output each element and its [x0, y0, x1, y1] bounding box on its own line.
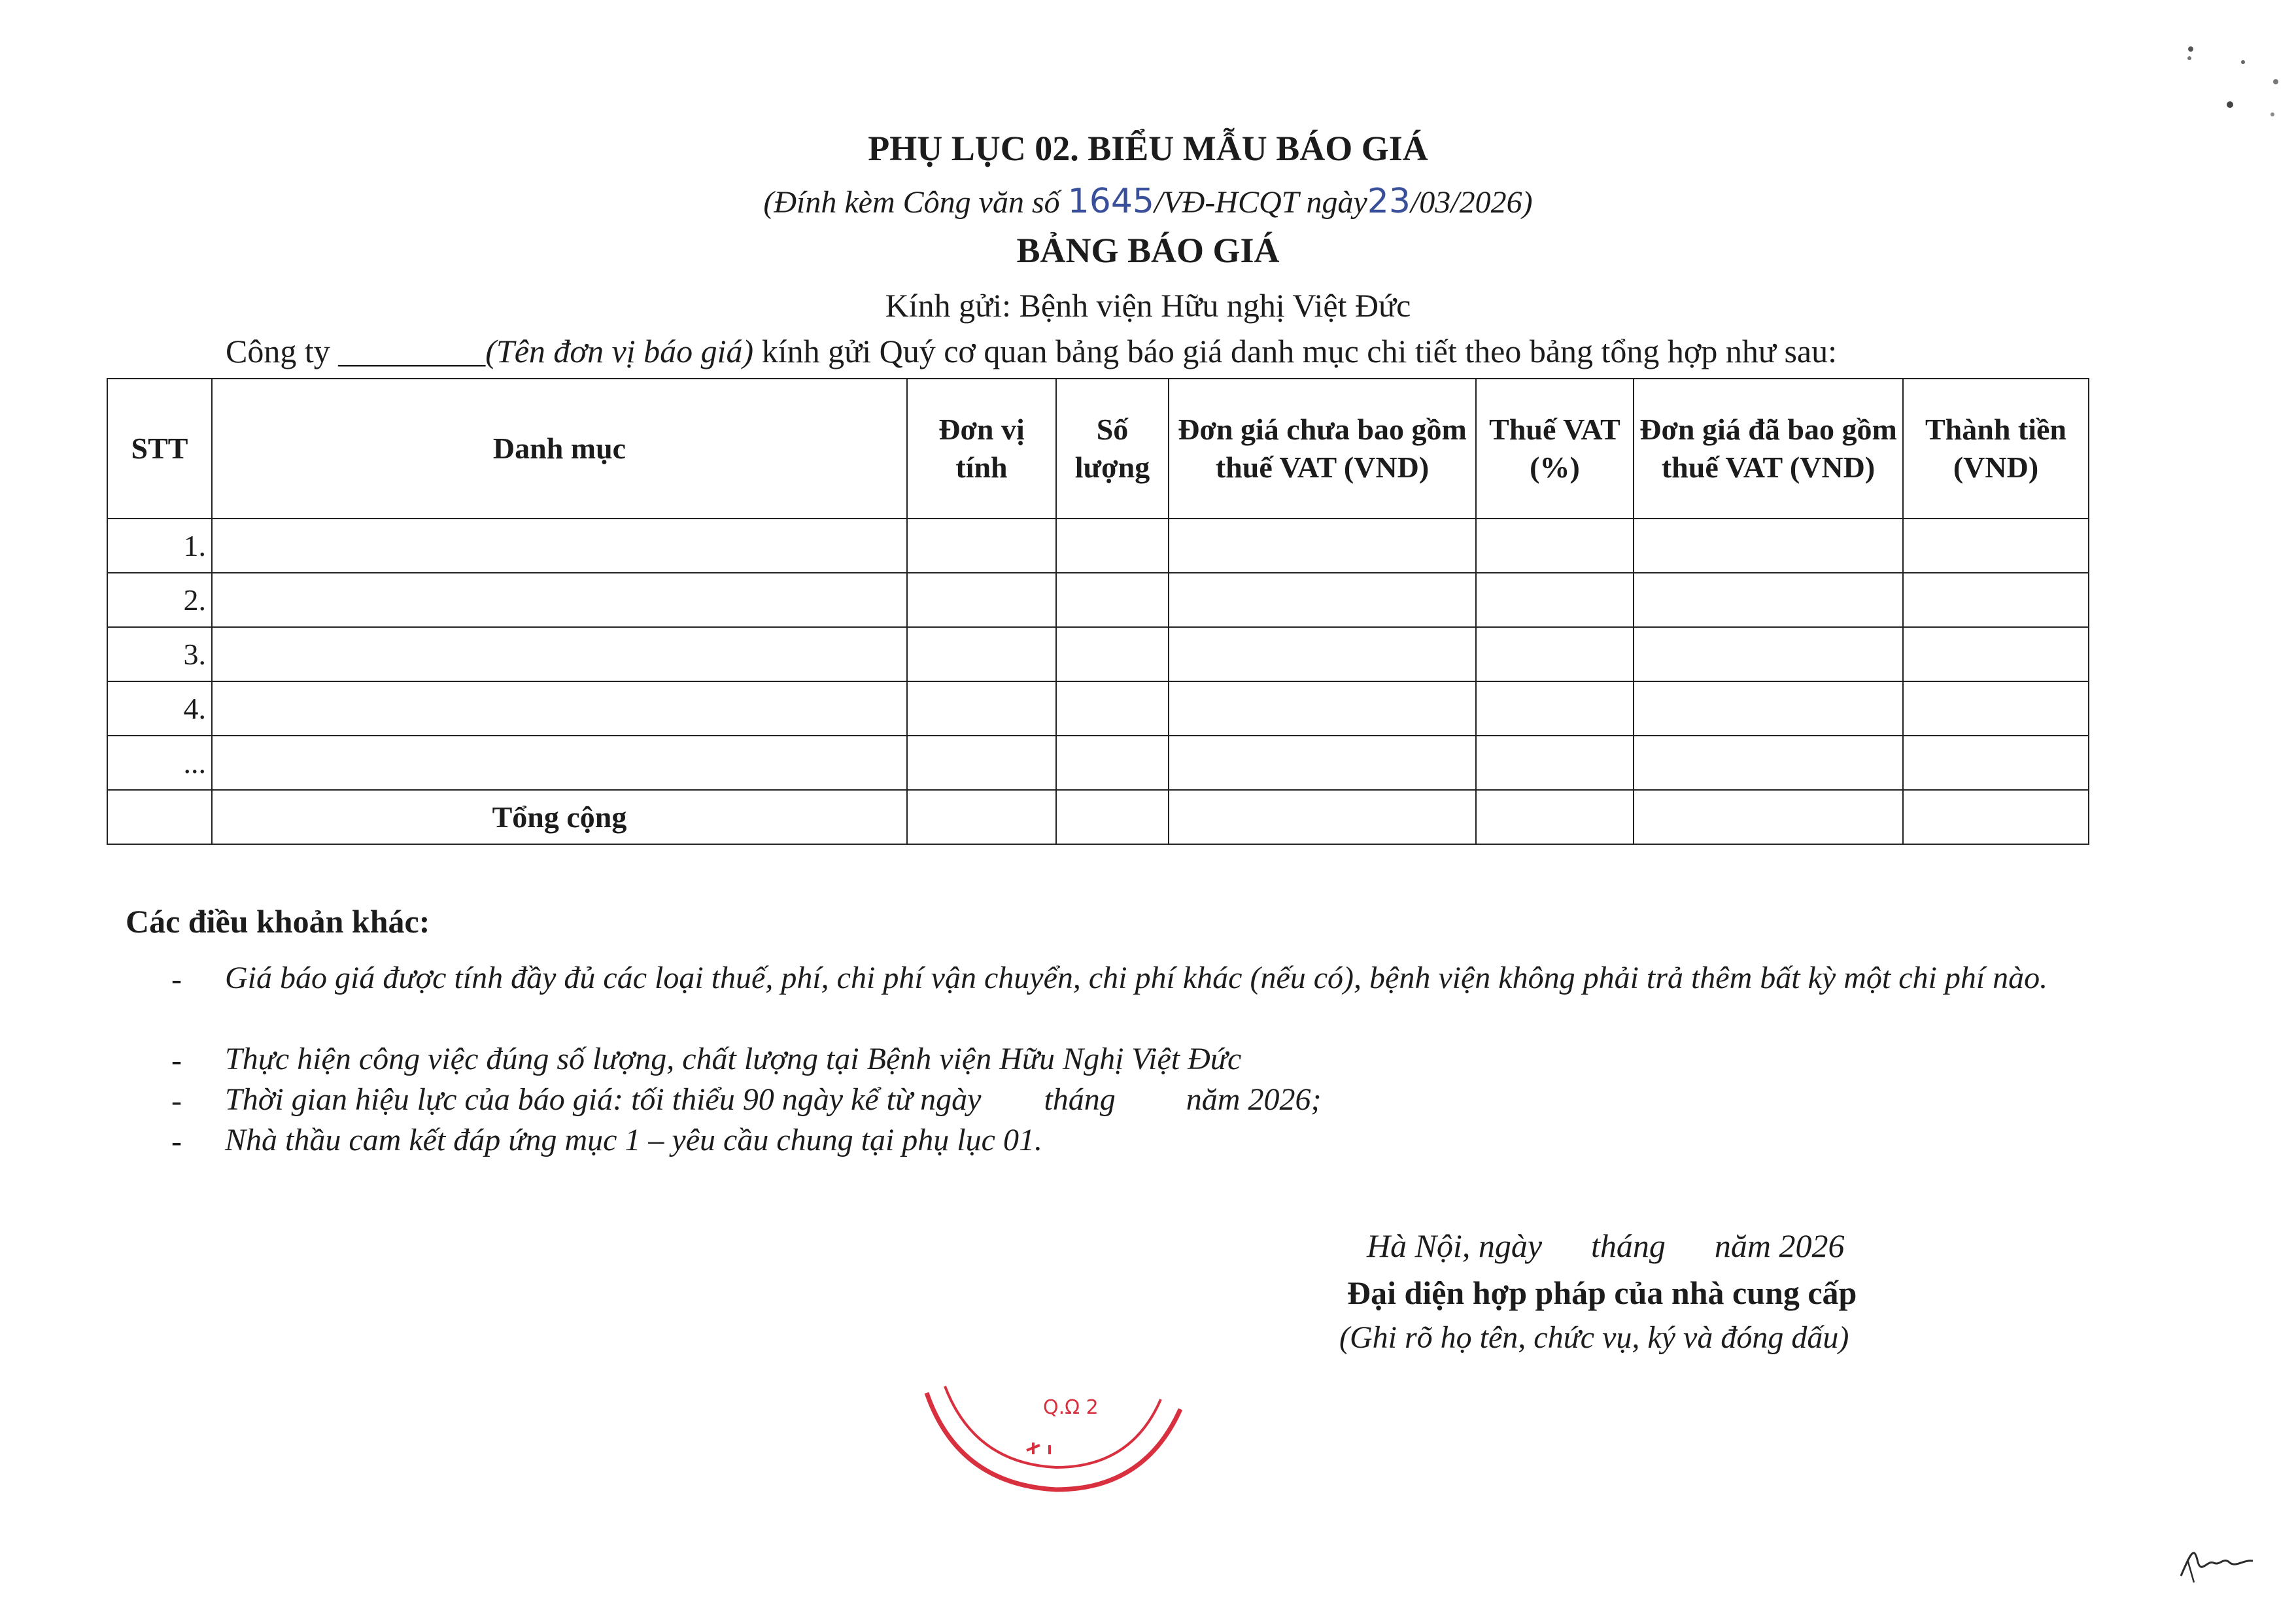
intro-suffix: kính gửi Quý cơ quan bảng báo giá danh mục chi tiết theo bảng tổng hợp như sau: — [753, 333, 1837, 369]
terms-title: Các điều khoản khác: — [126, 903, 430, 940]
cell-unit[interactable] — [907, 681, 1056, 736]
cell-quantity[interactable] — [1056, 573, 1169, 627]
term-bullet: - — [171, 1084, 182, 1118]
cell-price-excl-vat[interactable] — [1169, 519, 1476, 573]
cell-price-incl-vat[interactable] — [1634, 519, 1903, 573]
handwritten-initials-icon — [2178, 1540, 2256, 1586]
cell-item[interactable] — [212, 681, 907, 736]
intro-prefix: Công ty _________ — [226, 333, 486, 369]
cell-amount[interactable] — [1903, 573, 2089, 627]
term-text: Thực hiện công việc đúng số lượng, chất lượng tại Bệnh viện Hữu Nghị Việt Đức — [225, 1042, 1242, 1076]
cell-vat[interactable] — [1476, 573, 1634, 627]
column-header-price-incl-vat: Đơn giá đã bao gồm thuế VAT (VND) — [1634, 379, 1903, 519]
cell-price-excl-vat[interactable] — [1169, 736, 1476, 790]
handwritten-day: 23 — [1367, 182, 1411, 221]
cell-amount[interactable] — [1903, 736, 2089, 790]
term-bullet: - — [171, 1124, 182, 1159]
column-header-unit: Đơn vị tính — [907, 379, 1056, 519]
cell-price-excl-vat[interactable] — [1169, 790, 1476, 844]
table-row — [107, 681, 2089, 736]
stamp-text: Q.Ω 2 — [1043, 1396, 1099, 1419]
cell-unit[interactable] — [907, 627, 1056, 681]
cell-unit[interactable] — [907, 790, 1056, 844]
attachment-prefix: (Đính kèm Công văn số — [763, 185, 1068, 220]
quotation-table — [107, 378, 2089, 845]
red-stamp-icon — [919, 1373, 1193, 1504]
row-number: ... — [107, 736, 212, 790]
column-header-stt: STT — [107, 379, 212, 519]
column-header-amount: Thành tiền (VND) — [1903, 379, 2089, 519]
signature-role: Đại diện hợp pháp của nhà cung cấp — [1347, 1274, 1857, 1311]
attachment-reference — [0, 182, 2296, 221]
cell-quantity[interactable] — [1056, 627, 1169, 681]
column-header-quantity: Số lượng — [1056, 379, 1169, 519]
row-number: 4. — [107, 681, 212, 736]
cell-quantity[interactable] — [1056, 790, 1169, 844]
column-header-item: Danh mục — [212, 379, 907, 519]
handwritten-doc-number: 1645 — [1067, 182, 1154, 221]
cell-price-incl-vat[interactable] — [1634, 736, 1903, 790]
scan-artifact-icon — [2171, 36, 2289, 134]
intro-company-placeholder: (Tên đơn vị báo giá) — [485, 333, 754, 369]
total-stt-cell — [107, 790, 212, 844]
cell-vat[interactable] — [1476, 519, 1634, 573]
attachment-middle: /VĐ-HCQT ngày — [1154, 185, 1367, 220]
cell-vat[interactable] — [1476, 790, 1634, 844]
cell-item[interactable] — [212, 736, 907, 790]
cell-total-amount[interactable] — [1903, 790, 2089, 844]
cell-item[interactable] — [212, 519, 907, 573]
cell-item[interactable] — [212, 573, 907, 627]
greeting-line: Kính gửi: Bệnh viện Hữu nghị Việt Đức — [885, 287, 1411, 324]
term-text: Nhà thầu cam kết đáp ứng mục 1 – yêu cầu chung tại phụ lục 01. — [225, 1123, 1042, 1157]
signature-instruction: (Ghi rõ họ tên, chức vụ, ký và đóng dấu) — [1339, 1320, 1849, 1355]
row-number: 2. — [107, 573, 212, 627]
term-bullet: - — [171, 962, 182, 997]
cell-vat[interactable] — [1476, 681, 1634, 736]
table-row — [107, 627, 2089, 681]
total-label: Tổng cộng — [212, 790, 907, 844]
term-text: Thời gian hiệu lực của báo giá: tối thiểu 90 ngày kể từ ngày tháng năm 2026; — [225, 1082, 1322, 1117]
cell-unit[interactable] — [907, 519, 1056, 573]
table-row — [107, 736, 2089, 790]
table-row — [107, 573, 2089, 627]
cell-amount[interactable] — [1903, 627, 2089, 681]
row-number: 3. — [107, 627, 212, 681]
term-text: Giá báo giá được tính đầy đủ các loại thuế, phí, chi phí vận chuyển, chi phí khác (nếu có), bệnh viện không phải trả thêm bất kỳ một chi phí nào. — [225, 961, 2048, 995]
cell-unit[interactable] — [907, 736, 1056, 790]
total-row — [107, 790, 2089, 844]
cell-amount[interactable] — [1903, 681, 2089, 736]
annex-title: PHỤ LỤC 02. BIỂU MẪU BÁO GIÁ — [868, 129, 1428, 168]
term-bullet: - — [171, 1043, 182, 1078]
cell-item[interactable] — [212, 627, 907, 681]
cell-quantity[interactable] — [1056, 681, 1169, 736]
table-header-row — [107, 379, 2089, 519]
row-number: 1. — [107, 519, 212, 573]
cell-unit[interactable] — [907, 573, 1056, 627]
cell-vat[interactable] — [1476, 736, 1634, 790]
cell-price-excl-vat[interactable] — [1169, 627, 1476, 681]
cell-price-excl-vat[interactable] — [1169, 573, 1476, 627]
cell-price-excl-vat[interactable] — [1169, 681, 1476, 736]
cell-price-incl-vat[interactable] — [1634, 790, 1903, 844]
attachment-date-suffix: /03/2026) — [1410, 185, 1533, 220]
cell-price-incl-vat[interactable] — [1634, 573, 1903, 627]
cell-quantity[interactable] — [1056, 519, 1169, 573]
cell-amount[interactable] — [1903, 519, 2089, 573]
table-row — [107, 519, 2089, 573]
cell-quantity[interactable] — [1056, 736, 1169, 790]
cell-price-incl-vat[interactable] — [1634, 627, 1903, 681]
quotation-title: BẢNG BÁO GIÁ — [1016, 231, 1280, 270]
column-header-price-excl-vat: Đơn giá chưa bao gồm thuế VAT (VND) — [1169, 379, 1476, 519]
cell-vat[interactable] — [1476, 627, 1634, 681]
column-header-vat: Thuế VAT (%) — [1476, 379, 1634, 519]
cell-price-incl-vat[interactable] — [1634, 681, 1903, 736]
intro-paragraph — [226, 332, 1837, 370]
signature-date-line: Hà Nội, ngày tháng năm 2026 — [1367, 1227, 1845, 1264]
